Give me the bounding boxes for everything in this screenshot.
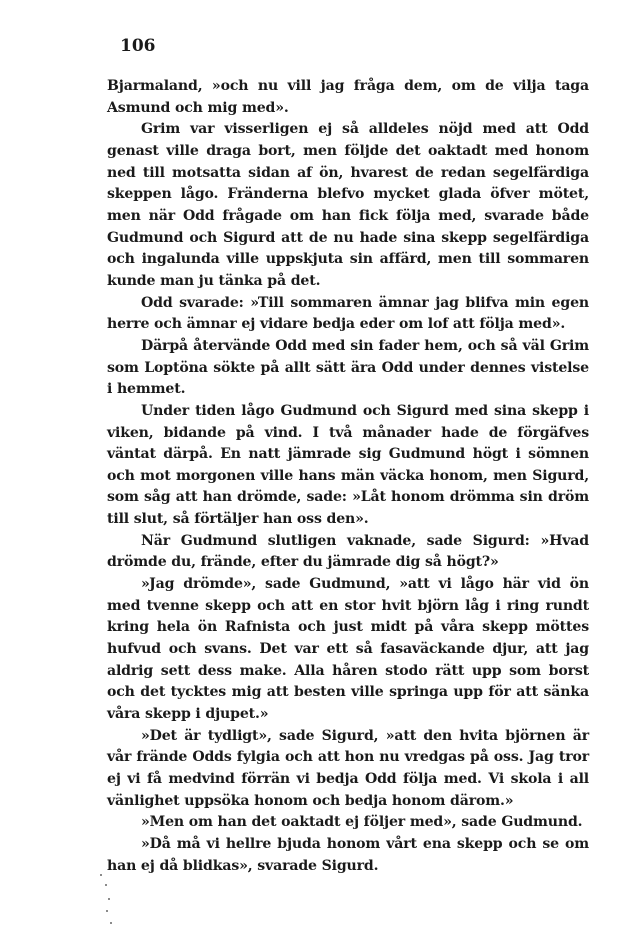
paragraph-9: »Men om han det oaktadt ej följer med», sade Gudmund. — [141, 814, 583, 831]
page-number: 106 — [120, 36, 156, 56]
paragraph-3: Odd svarade: »Till sommaren ämnar jag blifva min egen herre och ämnar ej vidare bedja eder om lof att följa med». — [107, 294, 589, 333]
body-text — [107, 76, 589, 877]
paragraph-7: »Jag drömde», sade Gudmund, »att vi lågo här vid ön med tvenne skepp och att en stor hvit björn låg i ring rundt kring hela ön Rafnista och just midt på våra skepp möttes hufvud och svans. Det var ett så fasaväckande djur, att jag aldrig sett dess make. Alla håren stodo rätt upp som borst och det tycktes mig att besten ville springa upp för att sänka våra skepp i djupet.» — [107, 576, 589, 723]
paragraph-5: Under tiden lågo Gudmund och Sigurd med sina skepp i viken, bidande på vind. I två månader hade de förgäfves väntat därpå. En natt jämrade sig Gudmund högt i sömnen och mot morgonen ville hans män väcka honom, men Sigurd, som såg att han drömde, sade: »Låt honom drömma sin dröm till slut, så förtäljer han oss den». — [107, 402, 589, 528]
paragraph-4: Därpå återvände Odd med sin fader hem, och så väl Grim som Loptöna sökte på allt sätt ära Odd under dennes vistelse i hemmet. — [107, 337, 589, 398]
paragraph-2: Grim var visserligen ej så alldeles nöjd med att Odd genast ville draga bort, men följde det oaktadt med honom ned till motsatta sidan af ön, hvarest de redan segelfärdiga skeppen lågo. Fränderna blefvo mycket glada öfver mötet, men när Odd frågade om han fick följa med, svarade både Gudmund och Sigurd att de nu hade sina skepp segelfärdiga och ingalunda ville uppskjuta sin affärd, men till sommaren kunde man ju tänka på det. — [107, 121, 589, 289]
paragraph-10: »Då må vi hellre bjuda honom vårt ena skepp och se om han ej då blidkas», svarade Sigurd. — [107, 835, 589, 874]
paragraph-6: När Gudmund slutligen vaknade, sade Sigurd: »Hvad drömde du, frände, efter du jämrade dig så högt?» — [107, 532, 589, 571]
paragraph-8: »Det är tydligt», sade Sigurd, »att den hvita björnen är vår frände Odds fylgia och att hon nu vredgas på oss. Jag tror ej vi få medvind förrän vi bedja Odd följa med. Vi skola i all vänlighet uppsöka honom och bedja honom därom.» — [107, 727, 589, 809]
paragraph-1: Bjarmaland, »och nu vill jag fråga dem, om de vilja taga Asmund och mig med». — [107, 78, 589, 116]
